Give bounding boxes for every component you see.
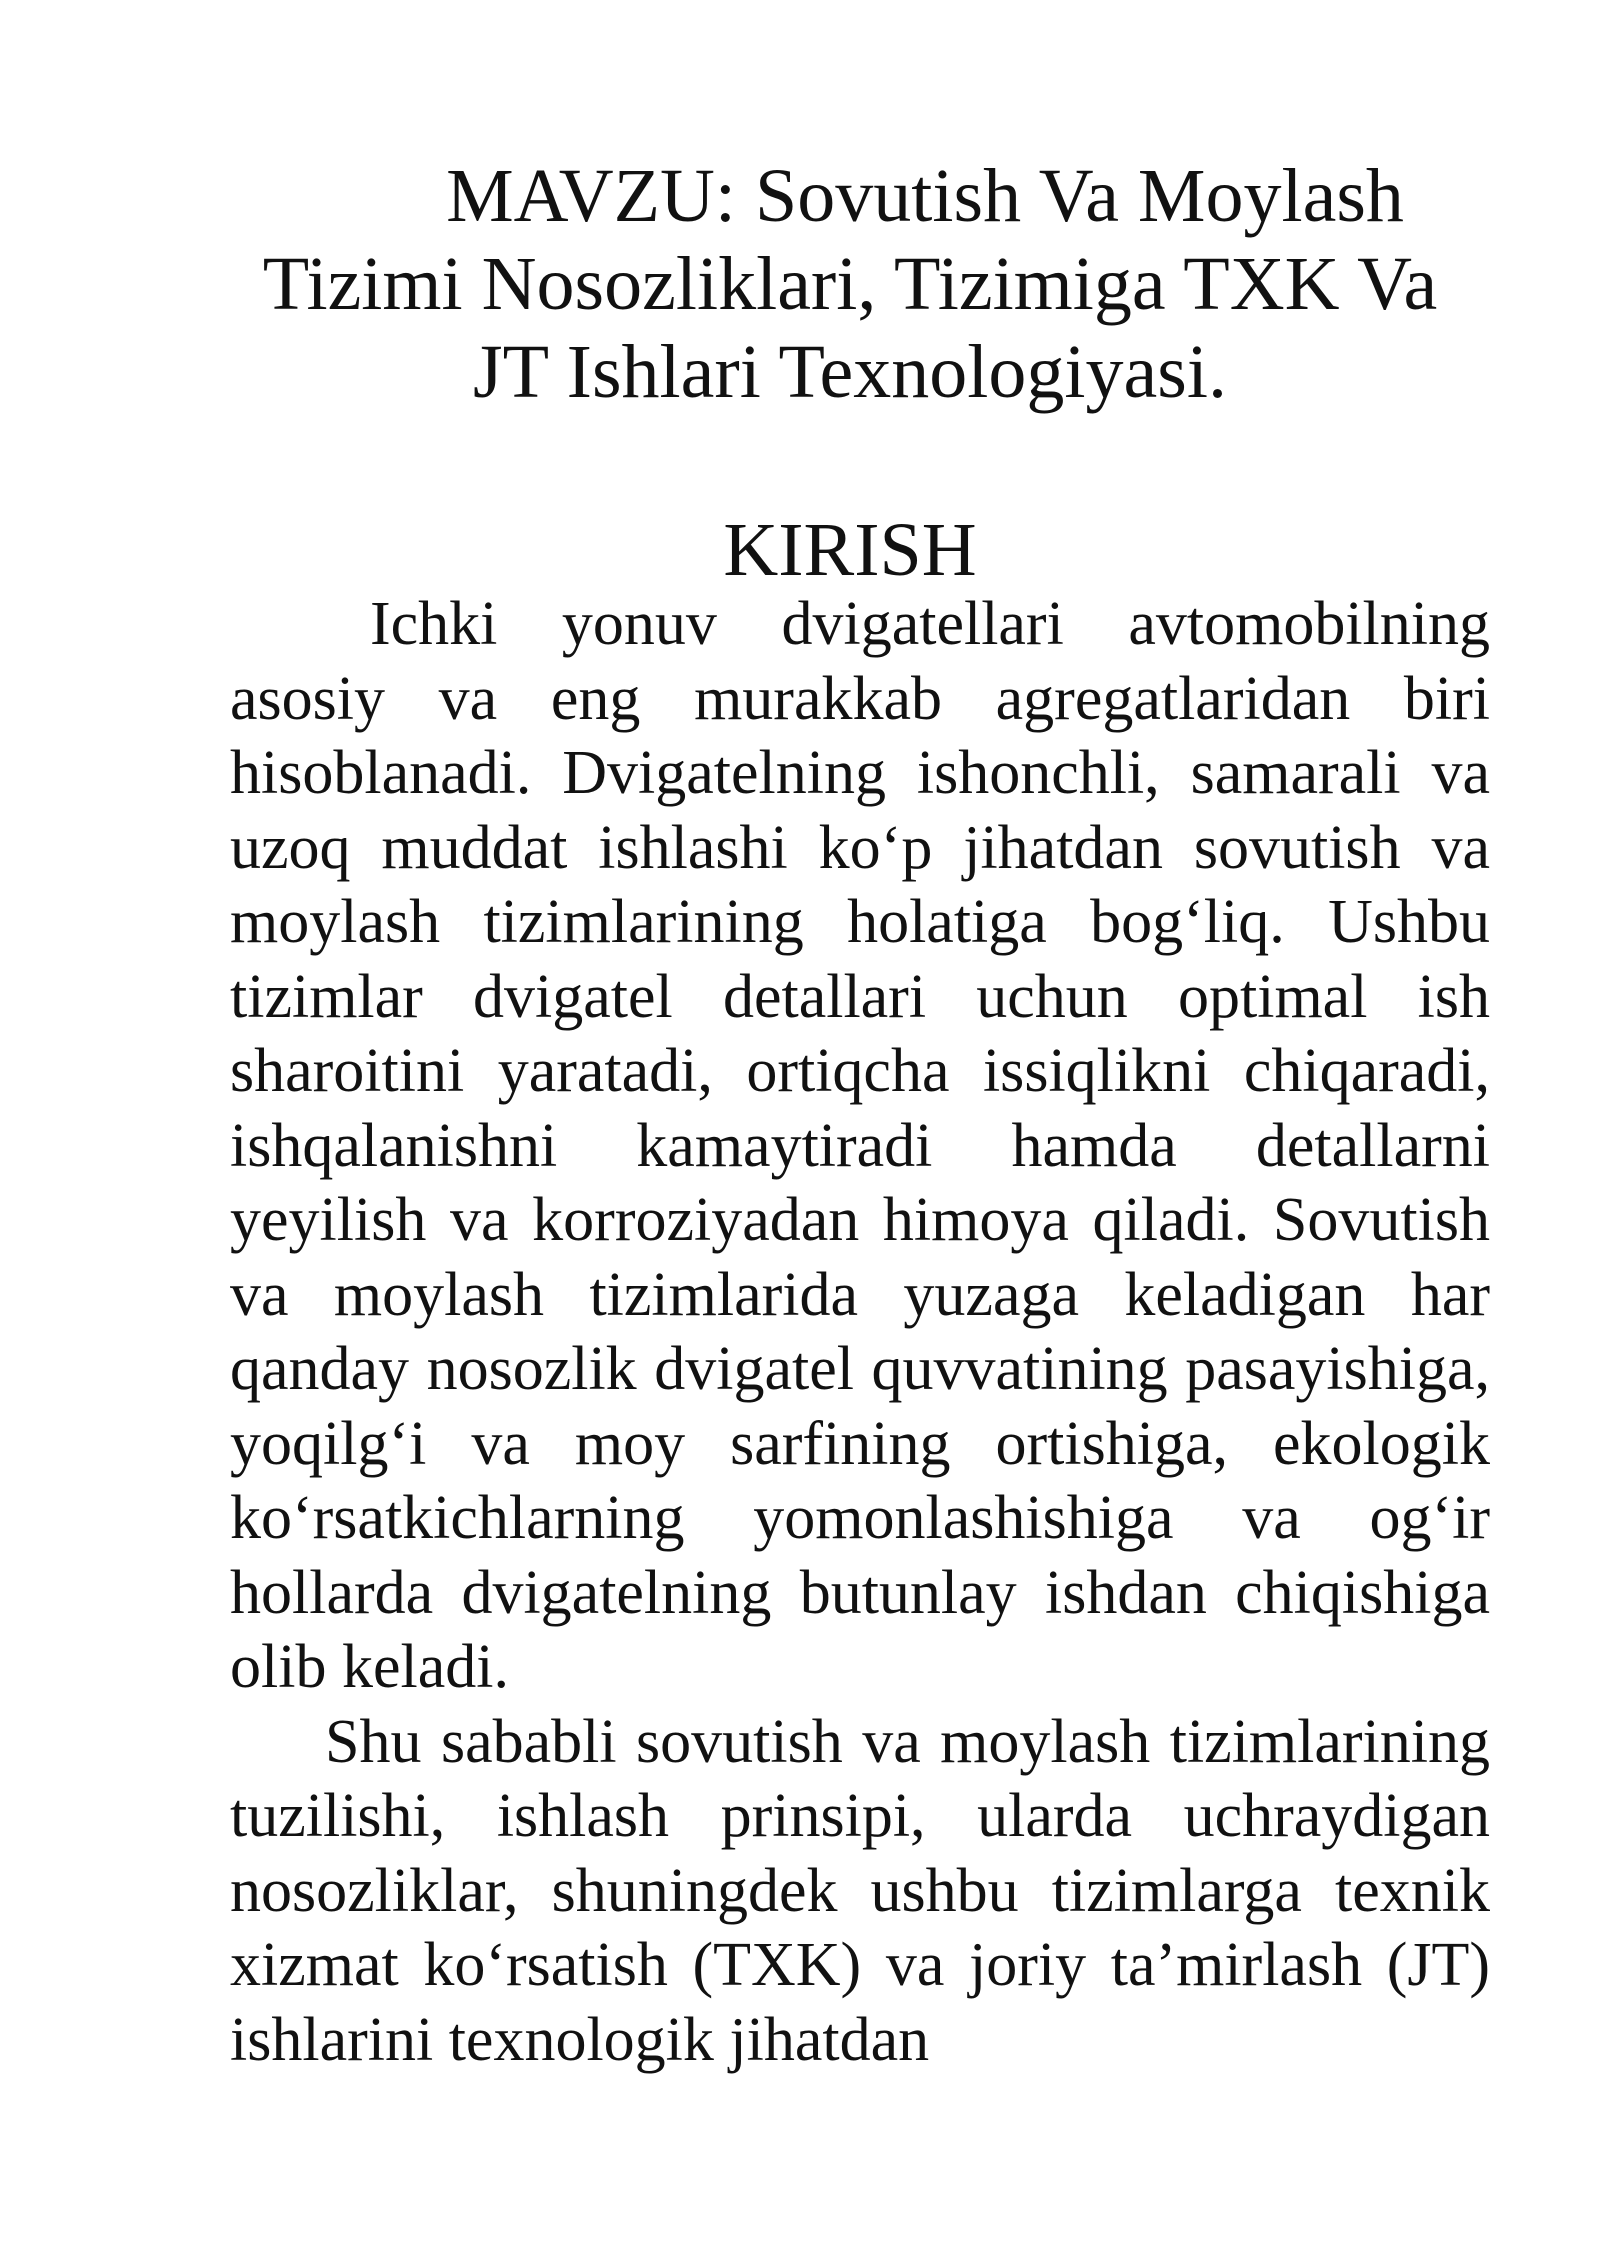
paragraph-2: Shu sababli sovutish va moylash tizimlarining tuzilishi, ishlash prinsipi, ularda uchraydigan nosozliklar, shuningdek ushbu tizimlarga texnik xizmat ko‘rsatish (TXK) va joriy ta’mirlash (JT) ishlarini texnologik jihatdan <box>230 1707 1490 2074</box>
paragraph-1: Ichki yonuv dvigatellari avtomobilning asosiy va eng murakkab agregatlaridan biri hisoblanadi. Dvigatelning ishonchli, samarali va uzoq muddat ishlashi ko‘p jihatdan sovutish va moylash tizimlarining holatiga bog‘liq. Ushbu tizimlar dvigatel detallari uchun optimal ish sharoitini yaratadi, ortiqcha issiqlikni chiqaradi, ishqalanishni kamaytiradi hamda detallarni yeyilish va korroziyadan himoya qiladi. Sovutish va moylash tizimlarida yuzaga keladigan har qanday nosozlik dvigatel quvvatining pasayishiga, yoqilg‘i va moy sarfining ortishiga, ekologik ko‘rsatkichlarning yomonlashishiga va og‘ir hollarda dvigatelning butunlay ishdan chiqishiga olib keladi. <box>230 590 1490 1701</box>
section-heading: KIRISH <box>723 508 977 592</box>
title-line-1: MAVZU: Sovutish Va Moylash <box>446 154 1404 238</box>
document-title <box>230 152 1470 416</box>
body-text <box>230 587 1490 2077</box>
title-line-3: JT Ishlari Texnologiyasi. <box>473 330 1227 414</box>
title-line-2: Tizimi Nosozliklari, Tizimiga TXK Va <box>262 242 1438 326</box>
